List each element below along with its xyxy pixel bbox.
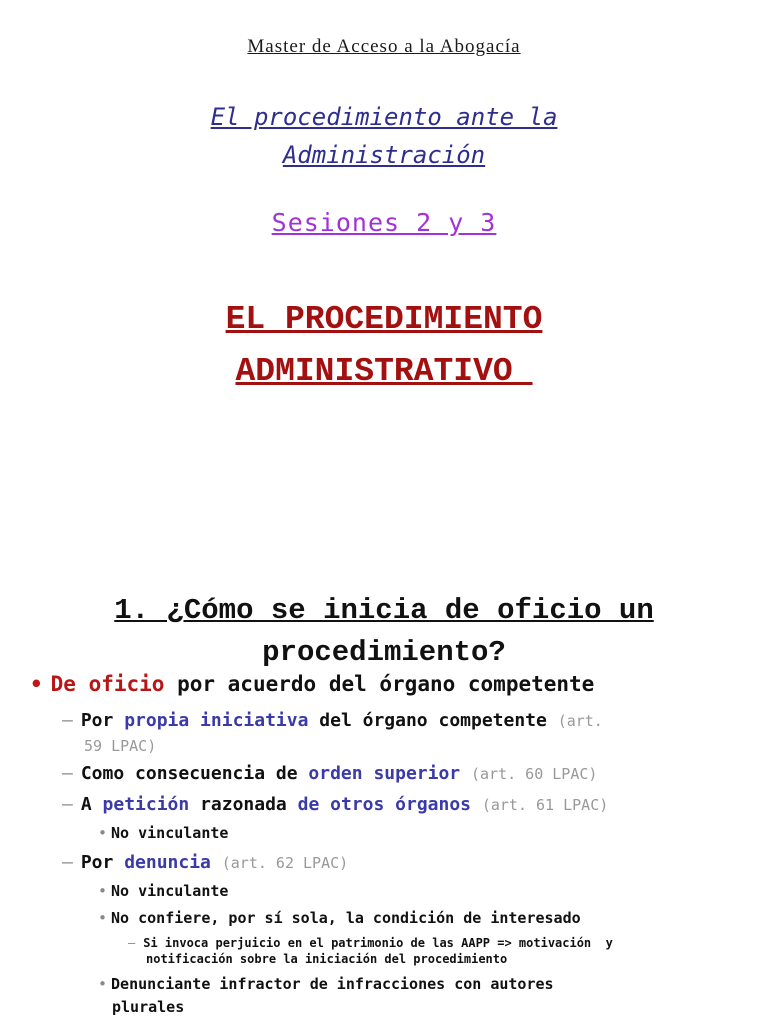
item-text: Si invoca perjuicio en el patrimonio de las AAPP => motivación y — [143, 936, 613, 950]
article-reference: (art. 60 LPAC) — [470, 765, 598, 783]
item-text — [211, 852, 222, 873]
item-text: Por — [80, 852, 125, 873]
section-heading-line2: procedimiento? — [262, 636, 506, 669]
list-item-level1 — [30, 672, 594, 696]
main-title — [0, 294, 768, 398]
bullet-icon: • — [98, 824, 108, 842]
bullet-icon: • — [98, 882, 108, 900]
list-item-level3 — [98, 882, 228, 900]
list-item-level3 — [98, 909, 581, 927]
list-item-level2 — [62, 710, 603, 731]
item-text: A — [80, 794, 103, 815]
list-item-level2 — [62, 852, 348, 873]
course-program-title: Master de Acceso a la Abogacía — [247, 36, 521, 57]
item-text: Denunciante infractor de infracciones con autores — [111, 975, 554, 993]
bullet-icon: • — [30, 672, 43, 696]
main-title-line1: EL PROCEDIMIENTO — [225, 301, 543, 338]
list-item-continuation — [112, 998, 184, 1016]
course-title — [0, 98, 768, 174]
highlight-text: denuncia — [124, 852, 211, 873]
dash-icon: – — [62, 794, 73, 815]
item-text — [471, 794, 482, 815]
item-text: plurales — [112, 998, 185, 1016]
dash-icon: – — [62, 763, 73, 784]
list-item-level4 — [128, 935, 613, 951]
section-heading-line1: 1. ¿Cómo se inicia de oficio un — [114, 594, 654, 627]
sessions-label: Sesiones 2 y 3 — [271, 208, 497, 237]
list-item-continuation — [84, 735, 156, 756]
item-text: No confiere, por sí sola, la condición de interesado — [111, 909, 581, 927]
section-heading — [0, 590, 768, 674]
list-item-level2 — [62, 794, 608, 815]
highlight-text: petición — [102, 794, 190, 815]
highlight-text: de otros órganos — [297, 794, 471, 815]
list-item-level2 — [62, 763, 597, 784]
bullet-icon: • — [98, 975, 108, 993]
dash-icon: – — [62, 710, 73, 731]
list-item-continuation — [146, 951, 507, 967]
item-text: No vinculante — [111, 882, 229, 900]
item-text: razonada — [189, 794, 298, 815]
article-reference: 59 LPAC) — [84, 737, 157, 755]
course-title-line1: El procedimiento ante la — [210, 103, 558, 131]
list-item-level3 — [98, 824, 228, 842]
item-text: Como consecuencia de — [80, 763, 309, 784]
item-text: del órgano competente — [308, 710, 558, 731]
article-reference: (art. 61 LPAC) — [481, 796, 609, 814]
item-text: notificación sobre la iniciación del procedimiento — [146, 952, 508, 966]
course-title-line2: Administración — [282, 141, 486, 169]
bullet-icon: • — [98, 909, 108, 927]
highlight-text: propia iniciativa — [124, 710, 309, 731]
item-text — [460, 763, 471, 784]
item-text: No vinculante — [111, 824, 229, 842]
highlight-text: De oficio — [50, 672, 165, 696]
main-title-line2: ADMINISTRATIVO — [235, 353, 533, 390]
list-item-level3 — [98, 975, 554, 993]
item-text: Por — [80, 710, 125, 731]
article-reference: (art. — [557, 712, 603, 730]
dash-icon: – — [128, 936, 136, 950]
highlight-text: orden superior — [308, 763, 461, 784]
item-text: por acuerdo del órgano competente — [164, 672, 595, 696]
dash-icon: – — [62, 852, 73, 873]
article-reference: (art. 62 LPAC) — [221, 854, 349, 872]
